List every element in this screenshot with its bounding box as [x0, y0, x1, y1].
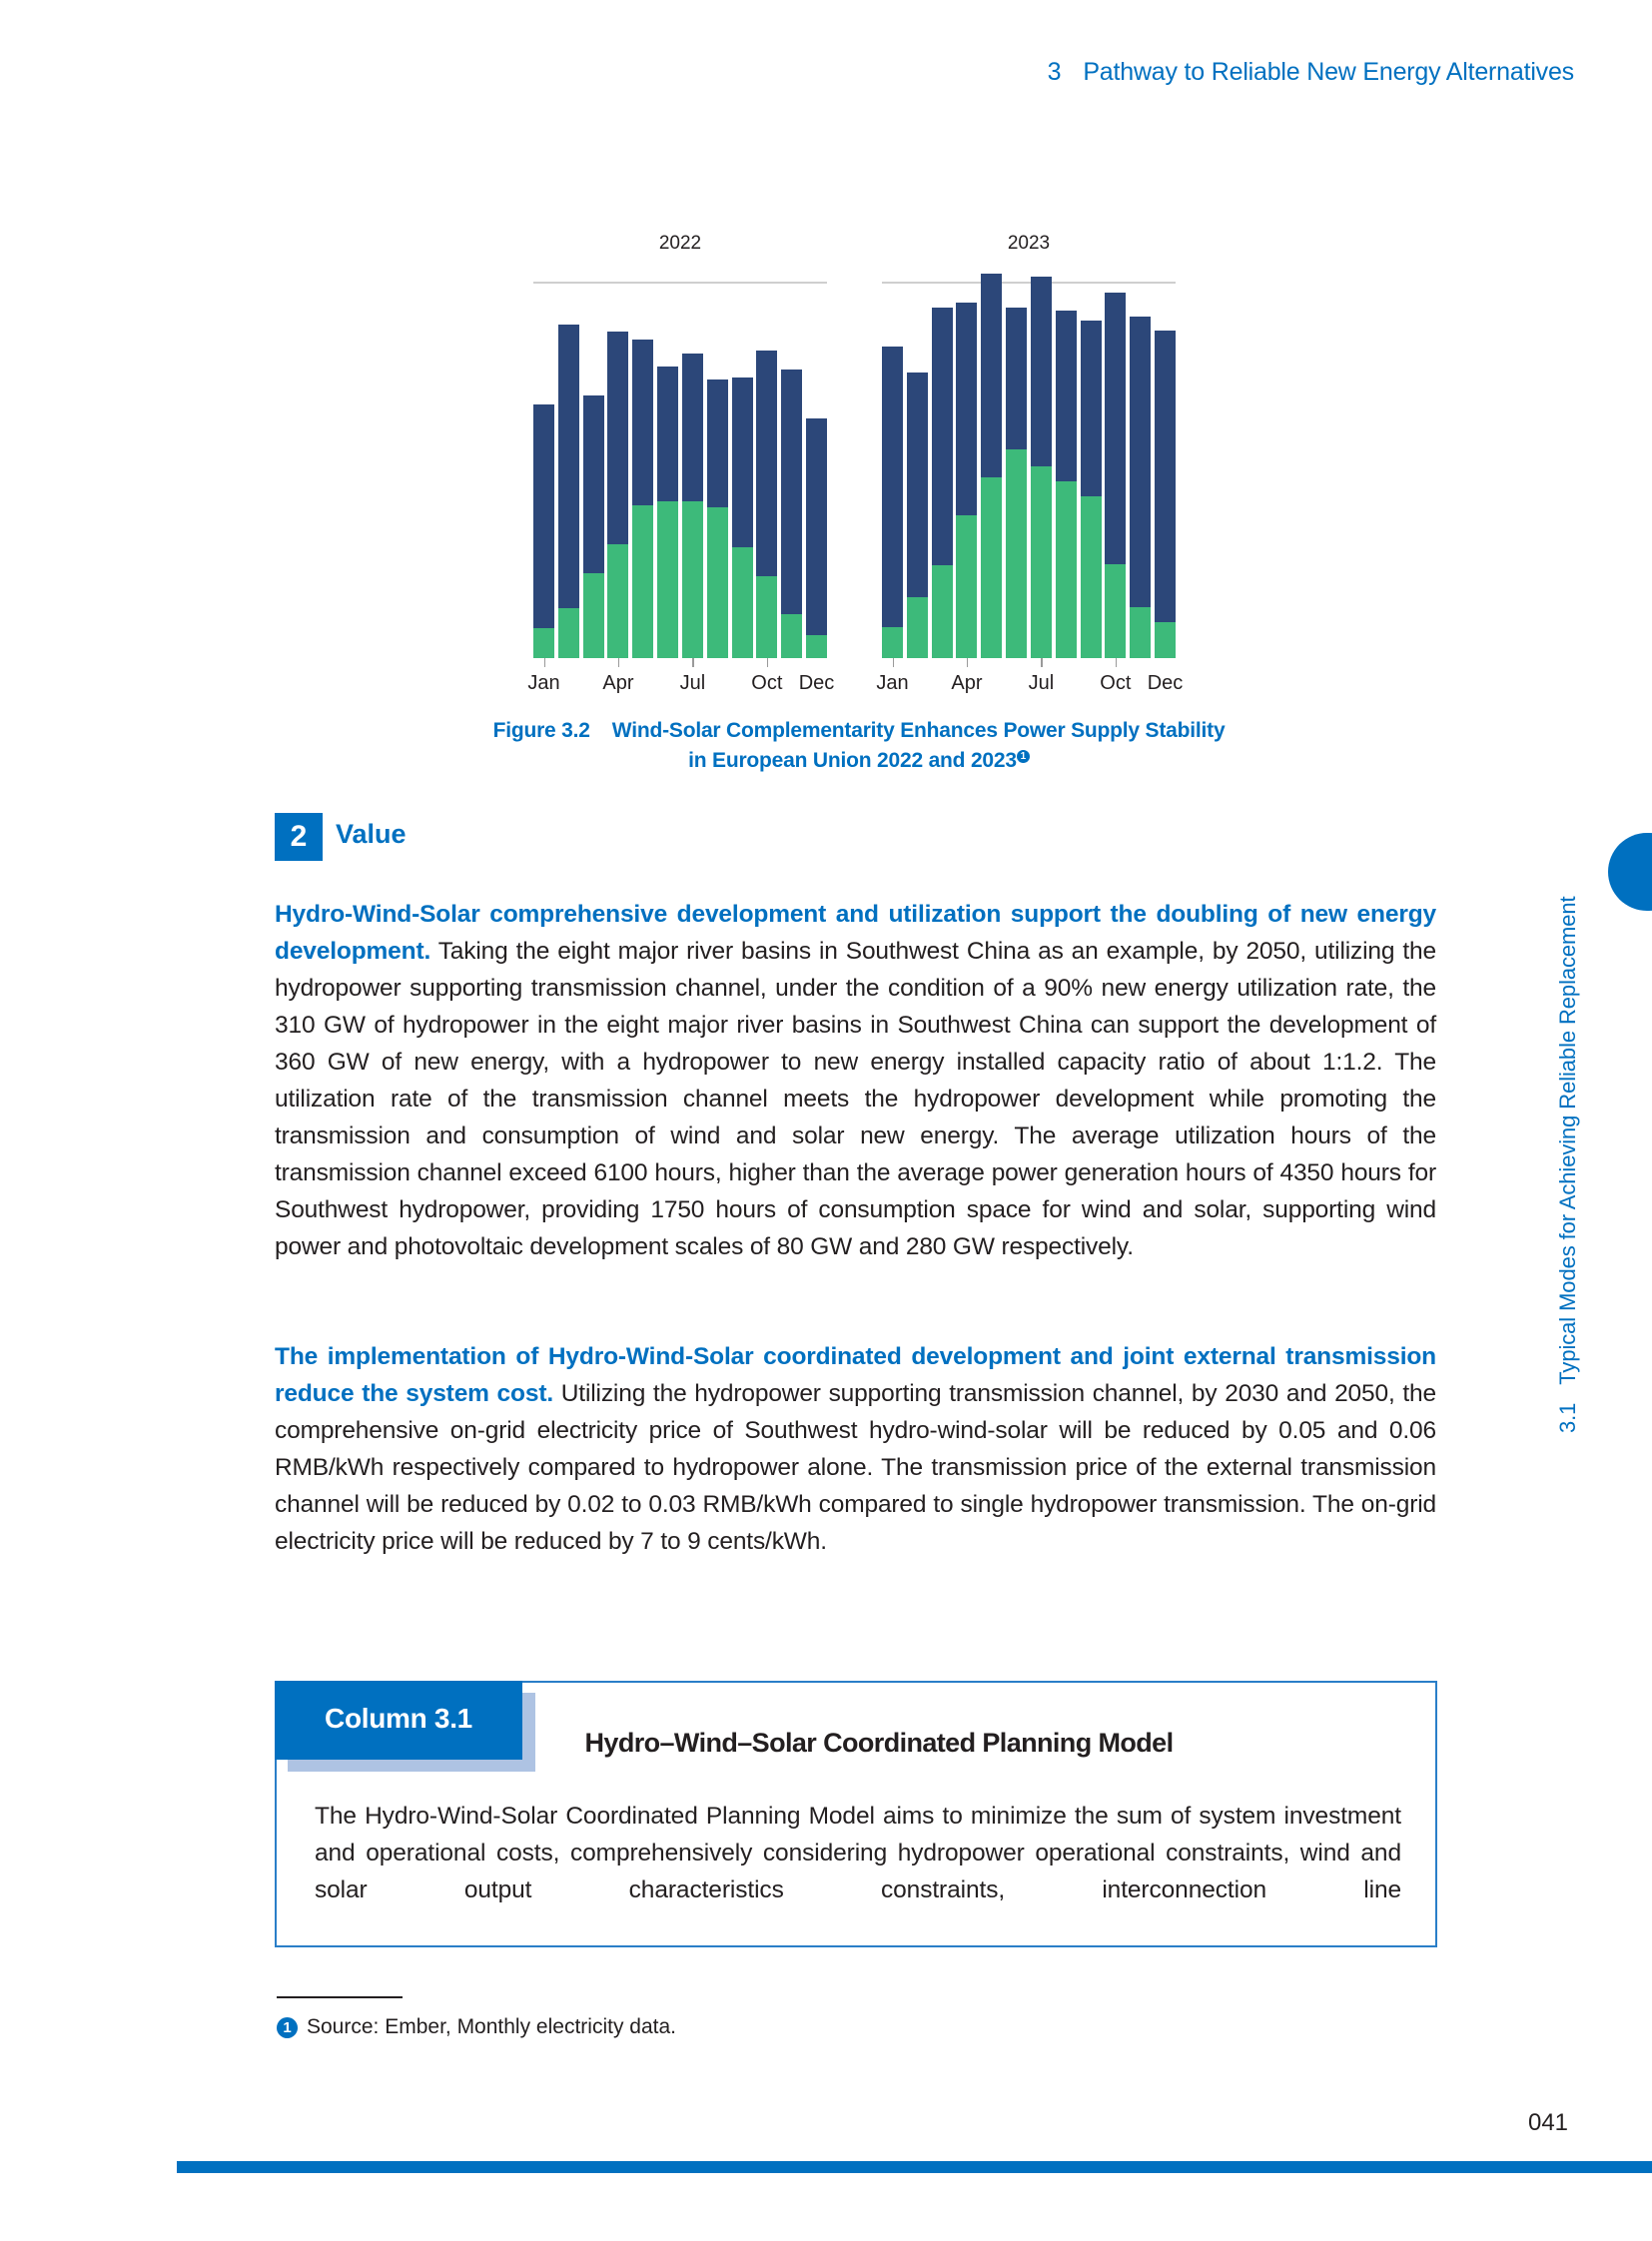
- wind-segment: [1081, 321, 1102, 496]
- solar-segment: [732, 547, 753, 658]
- solar-segment: [632, 505, 653, 658]
- x-tick: [544, 658, 546, 667]
- x-tick: [967, 658, 969, 667]
- footer-bar: [177, 2161, 1652, 2173]
- side-section-title: Typical Modes for Achieving Reliable Replacement: [1555, 896, 1580, 1385]
- footnote-text: Source: Ember, Monthly electricity data.: [307, 2015, 676, 2038]
- wind-segment: [981, 274, 1002, 477]
- solar-segment: [583, 573, 604, 658]
- solar-segment: [781, 614, 802, 658]
- bar-jan: [882, 347, 903, 658]
- wind-segment: [1130, 317, 1151, 607]
- panel-year-label: 2023: [1007, 233, 1051, 254]
- bar-jun: [1006, 308, 1027, 658]
- body-paragraph: [275, 896, 1436, 1265]
- section-number-badge: 2: [275, 813, 323, 861]
- solar-segment: [806, 635, 827, 658]
- bar-feb: [558, 325, 579, 658]
- footnote: [277, 2015, 676, 2039]
- chapter-number: 3: [1047, 58, 1062, 86]
- chapter-side-tab: [1608, 833, 1652, 911]
- side-section-number: 3.1: [1555, 1402, 1580, 1433]
- solar-segment: [981, 477, 1002, 658]
- wind-segment: [657, 367, 678, 501]
- bar-may: [981, 274, 1002, 658]
- paragraph-body: Taking the eight major river basins in Southwest China as an example, by 2050, utilizing the hydropower supporting transmission channel, under the condition of a 90% new energy utilization rate, the 310 GW of hydropower in the eight major river basins in Southwest China can support the development of 360 GW of new energy, with a hydropower to new energy installed capacity ratio of about 1:1.2. The utilization rate of the transmission channel meets the hydropower development while promoting the transmission and consumption of wind and solar new energy. The average utilization hours of the transmission channel exceed 6100 hours, higher than the average power generation hours of 4350 hours for Southwest hydropower, providing 1750 hours of consumption space for wind and solar, supporting wind power and photovoltaic development scales of 80 GW and 280 GW respectively.: [275, 938, 1436, 1260]
- bar-apr: [607, 332, 628, 658]
- chart-panel-2022: [527, 225, 835, 704]
- wind-segment: [558, 325, 579, 608]
- footnote-marker: 1: [277, 2017, 298, 2038]
- wind-segment: [1056, 311, 1077, 481]
- column-label: Column 3.1: [275, 1681, 522, 1760]
- figure-caption: [380, 716, 1338, 776]
- bar-jul: [682, 354, 703, 658]
- bar-sep: [1081, 321, 1102, 658]
- footnote-reference-marker[interactable]: 1: [1017, 750, 1030, 763]
- bar-mar: [583, 395, 604, 658]
- solar-segment: [1006, 449, 1027, 658]
- bar-sep: [732, 377, 753, 658]
- solar-segment: [707, 507, 728, 658]
- solar-segment: [607, 544, 628, 658]
- solar-segment: [956, 515, 977, 658]
- wind-segment: [632, 340, 653, 505]
- column-body: The Hydro-Wind-Solar Coordinated Planning Model aims to minimize the sum of system investment and operational costs, comprehensively considering hydropower operational constraints, wind and solar output characteristics constraints, interconnection line: [315, 1803, 1401, 1903]
- solar-segment: [907, 597, 928, 658]
- x-tick: [893, 658, 895, 667]
- solar-segment: [1130, 607, 1151, 658]
- running-header: [999, 58, 1574, 87]
- wind-segment: [583, 395, 604, 573]
- wind-segment: [907, 373, 928, 597]
- bar-nov: [781, 370, 802, 658]
- solar-segment: [882, 627, 903, 658]
- x-axis-label: Jul: [679, 672, 706, 694]
- x-axis-label: Oct: [751, 672, 783, 694]
- x-axis-ticks: [882, 658, 1176, 668]
- x-axis-ticks: [533, 658, 827, 668]
- solar-segment: [932, 565, 953, 658]
- bar-feb: [907, 373, 928, 658]
- wind-segment: [1155, 331, 1176, 622]
- wind-segment: [607, 332, 628, 544]
- wind-segment: [932, 308, 953, 565]
- wind-segment: [1006, 308, 1027, 449]
- footnote-divider: [277, 1996, 403, 1998]
- solar-segment: [1155, 622, 1176, 658]
- x-axis-label: Dec: [1147, 672, 1184, 694]
- bar-may: [632, 340, 653, 658]
- solar-segment: [657, 501, 678, 658]
- solar-segment: [756, 576, 777, 658]
- x-tick: [1041, 658, 1043, 667]
- wind-segment: [882, 347, 903, 627]
- wind-segment: [781, 370, 802, 614]
- bar-nov: [1130, 317, 1151, 658]
- paragraph-lead: Hydro-Wind-Solar comprehensive development and utilization support the doubling of new energy development.: [275, 901, 1436, 965]
- x-axis-label: Dec: [798, 672, 835, 694]
- x-axis-label: Jan: [876, 672, 909, 694]
- paragraph-lead: The implementation of Hydro-Wind-Solar coordinated development and joint external transmission reduce the system cost.: [275, 1343, 1436, 1407]
- solar-segment: [533, 628, 554, 658]
- chart-panel-2023: [876, 225, 1184, 704]
- x-axis-label: Oct: [1100, 672, 1132, 694]
- wind-segment: [956, 303, 977, 515]
- bar-jul: [1031, 277, 1052, 658]
- bar-aug: [707, 379, 728, 658]
- solar-segment: [558, 608, 579, 658]
- wind-segment: [707, 379, 728, 507]
- wind-segment: [533, 404, 554, 628]
- body-paragraph: [275, 1338, 1436, 1560]
- bar-apr: [956, 303, 977, 658]
- x-axis-label: Apr: [602, 672, 634, 694]
- solar-segment: [1031, 466, 1052, 658]
- x-tick: [1116, 658, 1118, 667]
- bar-oct: [1105, 293, 1126, 658]
- figure-title-line1: Wind-Solar Complementarity Enhances Power Supply Stability: [611, 719, 1226, 742]
- figure-label: Figure 3.2: [492, 719, 590, 742]
- wind-segment: [732, 377, 753, 547]
- x-axis-label: Jul: [1028, 672, 1055, 694]
- figure-title-line2: in European Union 2022 and 2023: [688, 749, 1017, 772]
- wind-segment: [756, 351, 777, 576]
- bar-jun: [657, 367, 678, 658]
- bar-series: [882, 225, 1176, 658]
- panel-year-label: 2022: [658, 233, 702, 254]
- solar-segment: [682, 501, 703, 658]
- bar-dec: [1155, 331, 1176, 658]
- x-tick: [618, 658, 620, 667]
- bar-aug: [1056, 311, 1077, 658]
- section-title: Value: [336, 819, 407, 849]
- wind-segment: [682, 354, 703, 501]
- bar-series: [533, 225, 827, 658]
- bar-jan: [533, 404, 554, 658]
- x-tick: [692, 658, 694, 667]
- x-axis-label: Jan: [527, 672, 560, 694]
- solar-segment: [1105, 564, 1126, 658]
- column-title: Hydro–Wind–Solar Coordinated Planning Model: [584, 1728, 1174, 1758]
- wind-segment: [806, 418, 827, 636]
- x-axis-label: Apr: [951, 672, 983, 694]
- bar-oct: [756, 351, 777, 658]
- page-number: 041: [1527, 2109, 1569, 2136]
- bar-mar: [932, 308, 953, 658]
- bar-dec: [806, 418, 827, 658]
- wind-segment: [1105, 293, 1126, 564]
- solar-segment: [1081, 496, 1102, 658]
- paragraph-body: Utilizing the hydropower supporting transmission channel, by 2030 and 2050, the comprehensive on-grid electricity price of Southwest hydro-wind-solar will be reduced by 0.05 and 0.06 RMB/kWh respectively compared to hydropower alone. The transmission price of the external transmission channel will be reduced by 0.02 to 0.03 RMB/kWh compared to single hydropower transmission. The on-grid electricity price will be reduced by 7 to 9 cents/kWh.: [275, 1380, 1436, 1555]
- chapter-title: Pathway to Reliable New Energy Alternatives: [1083, 58, 1574, 86]
- solar-segment: [1056, 481, 1077, 658]
- x-tick: [767, 658, 769, 667]
- stacked-bar-chart: [519, 225, 1199, 704]
- wind-segment: [1031, 277, 1052, 466]
- side-section-label: [1555, 896, 1581, 1433]
